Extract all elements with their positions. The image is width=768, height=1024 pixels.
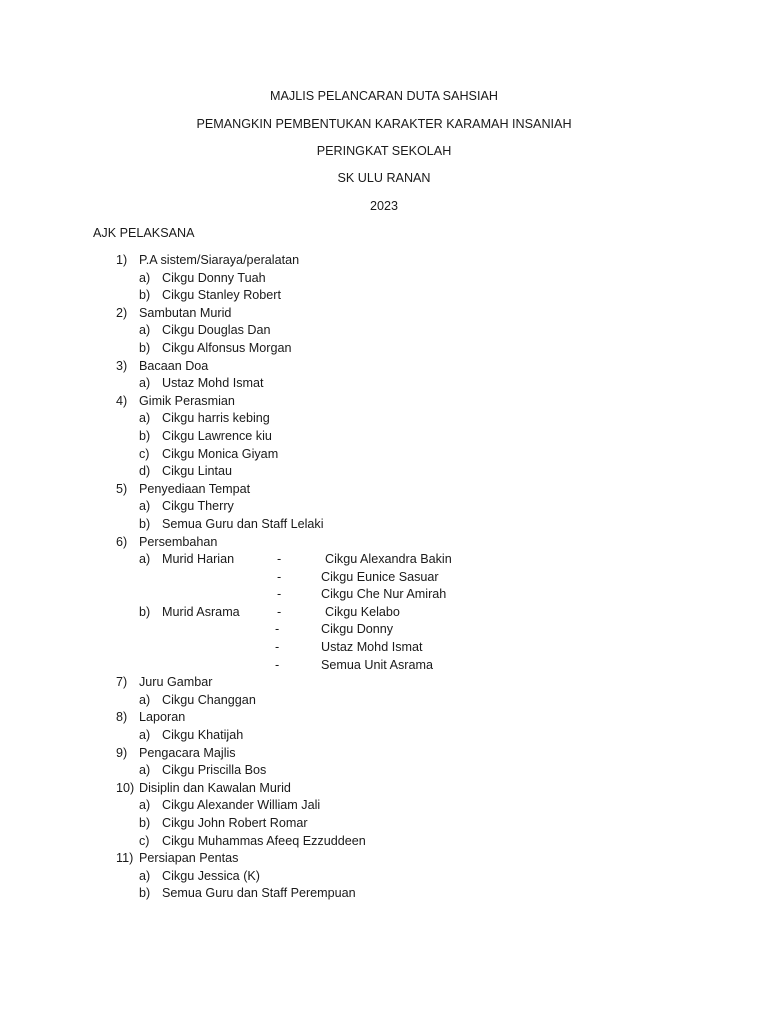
member-name: Semua Guru dan Staff Lelaki bbox=[162, 516, 324, 531]
member-letter: a) bbox=[139, 763, 151, 778]
member-row bbox=[0, 498, 768, 516]
item-label: Gimik Perasmian bbox=[139, 393, 235, 408]
performance-row bbox=[0, 621, 768, 639]
member-name: Cikgu Donny Tuah bbox=[162, 270, 266, 285]
member-letter: a) bbox=[139, 411, 151, 426]
member-letter: d) bbox=[139, 464, 151, 479]
member-letter: c) bbox=[139, 833, 150, 848]
committee-item bbox=[0, 393, 768, 411]
member-letter: b) bbox=[139, 428, 151, 443]
member-name: Cikgu Muhammas Afeeq Ezzuddeen bbox=[162, 833, 366, 848]
committee-item bbox=[0, 481, 768, 499]
item-label: Pengacara Majlis bbox=[139, 745, 236, 760]
member-letter: a) bbox=[139, 323, 151, 338]
item-number: 6) bbox=[116, 534, 128, 549]
performance-row bbox=[0, 604, 768, 622]
item-label: Sambutan Murid bbox=[139, 305, 232, 320]
member-name: Ustaz Mohd Ismat bbox=[162, 376, 264, 391]
item-number: 4) bbox=[116, 393, 128, 408]
member-name: Cikgu Stanley Robert bbox=[162, 288, 282, 303]
item-number: 9) bbox=[116, 745, 128, 760]
dash-separator: - bbox=[277, 569, 282, 584]
member-row bbox=[0, 287, 768, 305]
member-letter: b) bbox=[139, 886, 151, 901]
member-name: Cikgu Priscilla Bos bbox=[162, 763, 267, 778]
item-number: 7) bbox=[116, 675, 128, 690]
member-letter: a) bbox=[139, 499, 151, 514]
performance-row bbox=[0, 569, 768, 587]
member-row bbox=[0, 270, 768, 288]
member-row bbox=[0, 797, 768, 815]
member-letter: c) bbox=[139, 446, 150, 461]
committee-item bbox=[0, 780, 768, 798]
member-name: Semua Guru dan Staff Perempuan bbox=[162, 886, 356, 901]
item-number: 1) bbox=[116, 253, 128, 267]
member-row bbox=[0, 815, 768, 833]
item-label: Persiapan Pentas bbox=[139, 851, 239, 866]
member-row bbox=[0, 375, 768, 393]
item-label: Disiplin dan Kawalan Murid bbox=[139, 780, 291, 795]
staff-name: Semua Unit Asrama bbox=[321, 657, 433, 672]
dash-separator: - bbox=[275, 622, 280, 637]
member-name: Cikgu Douglas Dan bbox=[162, 323, 271, 338]
member-name: Cikgu John Robert Romar bbox=[162, 816, 308, 830]
staff-name: Ustaz Mohd Ismat bbox=[321, 640, 423, 655]
staff-name: Cikgu Donny bbox=[321, 622, 394, 637]
group-name: Murid Harian bbox=[162, 552, 235, 567]
event-title: MAJLIS PELANCARAN DUTA SAHSIAH bbox=[270, 89, 498, 103]
member-letter: a) bbox=[139, 270, 151, 285]
performance-row bbox=[0, 657, 768, 675]
member-row bbox=[0, 322, 768, 340]
member-name: Cikgu Lintau bbox=[162, 464, 233, 479]
item-label: Penyediaan Tempat bbox=[139, 481, 251, 496]
dash-separator: - bbox=[277, 587, 282, 602]
member-name: Cikgu harris kebing bbox=[162, 411, 270, 426]
item-number: 5) bbox=[116, 481, 128, 496]
member-letter: b) bbox=[139, 816, 151, 830]
member-row bbox=[0, 516, 768, 534]
member-letter: a) bbox=[139, 692, 151, 707]
member-letter: b) bbox=[139, 340, 151, 355]
item-label: Persembahan bbox=[139, 534, 218, 549]
member-name: Cikgu Alfonsus Morgan bbox=[162, 340, 292, 355]
member-letter: a) bbox=[139, 728, 151, 743]
member-letter: b) bbox=[139, 516, 151, 531]
performance-row bbox=[0, 551, 768, 569]
member-name: Cikgu Therry bbox=[162, 499, 234, 514]
committee-item bbox=[0, 305, 768, 323]
member-row bbox=[0, 410, 768, 428]
committee-item bbox=[0, 534, 768, 552]
committee-item bbox=[0, 674, 768, 692]
member-name: Cikgu Jessica (K) bbox=[162, 868, 260, 883]
committee-item bbox=[0, 850, 768, 868]
committee-item bbox=[0, 745, 768, 763]
member-name: Cikgu Monica Giyam bbox=[162, 446, 279, 461]
item-number: 10) bbox=[116, 780, 135, 795]
group-name: Murid Asrama bbox=[162, 604, 240, 619]
item-label: Laporan bbox=[139, 710, 186, 725]
member-name: Cikgu Lawrence kiu bbox=[162, 428, 272, 443]
member-name: Cikgu Khatijah bbox=[162, 728, 244, 743]
item-number: 2) bbox=[116, 305, 128, 320]
item-label: Bacaan Doa bbox=[139, 358, 209, 373]
group-letter: a) bbox=[139, 552, 151, 567]
member-letter: a) bbox=[139, 868, 151, 883]
performance-row bbox=[0, 639, 768, 657]
staff-name: Cikgu Eunice Sasuar bbox=[321, 569, 439, 584]
group-letter: b) bbox=[139, 604, 151, 619]
dash-separator: - bbox=[277, 552, 282, 567]
committee-list bbox=[0, 252, 768, 903]
committee-item bbox=[0, 358, 768, 376]
member-row bbox=[0, 463, 768, 481]
member-row bbox=[0, 762, 768, 780]
member-row bbox=[0, 446, 768, 464]
item-label: P.A sistem/Siaraya/peralatan bbox=[139, 253, 300, 267]
member-row bbox=[0, 428, 768, 446]
committee-heading: AJK PELAKSANA bbox=[93, 226, 195, 240]
event-level: PERINGKAT SEKOLAH bbox=[316, 144, 452, 158]
member-row bbox=[0, 727, 768, 745]
item-label: Juru Gambar bbox=[139, 675, 213, 690]
school-name: SK ULU RANAN bbox=[337, 171, 431, 185]
staff-name: Cikgu Alexandra Bakin bbox=[325, 552, 452, 567]
staff-name: Cikgu Che Nur Amirah bbox=[321, 587, 447, 602]
member-letter: b) bbox=[139, 288, 151, 303]
item-number: 8) bbox=[116, 710, 128, 725]
dash-separator: - bbox=[275, 640, 280, 655]
member-row bbox=[0, 340, 768, 358]
performance-row bbox=[0, 586, 768, 604]
member-name: Cikgu Changgan bbox=[162, 692, 256, 707]
item-number: 3) bbox=[116, 358, 128, 373]
member-letter: a) bbox=[139, 376, 151, 391]
member-name: Cikgu Alexander William Jali bbox=[162, 798, 321, 813]
member-row bbox=[0, 885, 768, 903]
dash-separator: - bbox=[277, 604, 282, 619]
event-year: 2023 bbox=[369, 199, 399, 213]
staff-name: Cikgu Kelabo bbox=[325, 604, 400, 619]
member-row bbox=[0, 833, 768, 851]
committee-item bbox=[0, 252, 768, 270]
member-row bbox=[0, 692, 768, 710]
event-subtitle: PEMANGKIN PEMBENTUKAN KARAKTER KARAMAH INSANIAH bbox=[196, 117, 572, 131]
dash-separator: - bbox=[275, 657, 280, 672]
item-number: 11) bbox=[116, 851, 134, 866]
member-letter: a) bbox=[139, 798, 151, 813]
member-row bbox=[0, 868, 768, 886]
committee-item bbox=[0, 709, 768, 727]
